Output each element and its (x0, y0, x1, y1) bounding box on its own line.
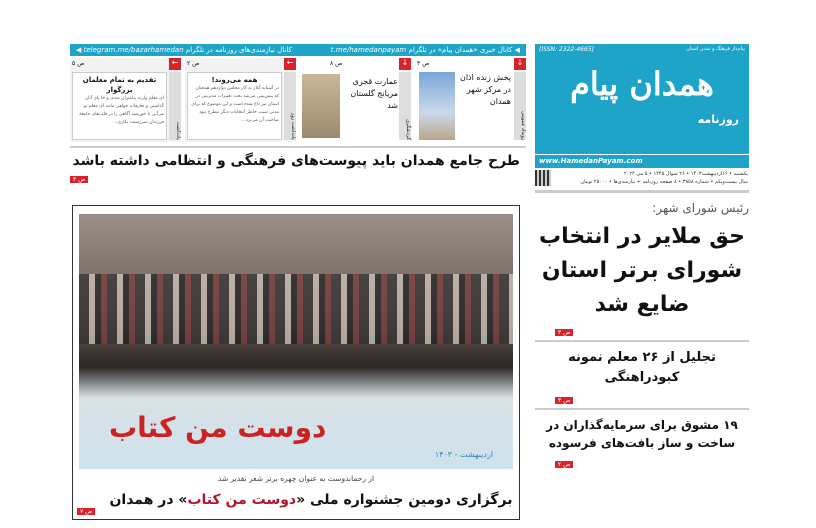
newspaper-logo: همدان پیام (570, 65, 714, 103)
teaser-editorial[interactable] (185, 58, 296, 142)
teaser-row (70, 58, 526, 142)
photo-subhead: از رحماندوست به عنوان چهره برتر شعر تقدیر شد (217, 474, 375, 483)
logo-prefix: روزنامه (697, 113, 739, 126)
teaser-teachers[interactable] (70, 58, 181, 142)
page-ref: ص ۳ (70, 176, 88, 183)
arrow-left-icon: ← (284, 58, 296, 70)
arrow-down-icon: ↓ (514, 58, 526, 70)
teaser-mansion[interactable] (300, 58, 411, 142)
kicker: رئیس شورای شهر: (652, 201, 749, 215)
arrow-left-icon: ← (169, 58, 181, 70)
teaser-title: تقدیم به تمام معلمان بزرگوار (82, 76, 157, 94)
group-of-people (79, 274, 513, 344)
page-ref: ص ۷ (77, 508, 95, 515)
issue-line: سال بیست‌ویکم • شماره ۳۸۵۸ • ۸ صفحه روزنامه + نیازمندی‌ها • ۲۵۰۰۰ تومان (580, 179, 748, 185)
masthead (535, 44, 749, 168)
teaser-adhan[interactable] (415, 58, 526, 142)
section-label: یادداشت (169, 72, 181, 140)
section-label: رویداد عمومی (514, 72, 526, 140)
date-line: یکشنبه • ۱۶اردیبهشت۱۴۰۳ • ۲۶ شوال ۱۴۴۵ • ۵ می ۲۰۲۴ (623, 171, 748, 177)
section-label: یادداشت روز (284, 72, 296, 140)
section-label: گردشگری (399, 72, 411, 140)
photo-story[interactable] (72, 205, 520, 520)
stage-banner-date: اردیبهشت - ۱۴۰۳ (434, 450, 493, 459)
page-ref: ص ۵ (72, 60, 85, 67)
lead-headline[interactable]: حق ملایر در انتخاب شورای برتر استان ضایع شد (539, 224, 745, 317)
page-ref: ص ۳ (555, 397, 573, 404)
page-ref: ص ۲ (187, 60, 200, 67)
teaser-title: عمارت قجری مریانج گلستان شد (350, 77, 398, 110)
teaser-body: ای معلم وارث پیامبران شدی و جا پای آنان گذاشتی و تعارفات خواهی مانند ای معلم تو می‌آیی تا خورشید آگاهی را در قلب‌های جامعه فرزندان سرزمینت بکاری... (79, 96, 164, 125)
telegram-news-channel[interactable]: ◀ کانال خبری «همدان پیام» در تلگرام t.me/hamedanpayam (330, 46, 520, 54)
story-investors[interactable]: ۱۹ مشوق برای سرمایه‌گذاران در ساخت و ساز بافت‌های فرسوده (546, 418, 738, 450)
right-column (535, 200, 749, 528)
story-teachers[interactable]: تجلیل از ۲۶ معلم نمونه کبودراهنگی (568, 350, 716, 385)
ceremony-photo (79, 214, 513, 469)
teaser-title: پخش زنده اذان در مرکز شهر همدان (459, 73, 511, 106)
page-ref: ص ۲ (555, 461, 573, 468)
telegram-ads-channel[interactable]: کانال نیازمندی‌های روزنامه در تلگرام telegram.me/bazarhamedan ◀ (76, 46, 292, 54)
qr-code (535, 170, 551, 186)
page-ref: ص ۴ (417, 60, 430, 67)
photo-headline: برگزاری دومین جشنواره ملی «دوست من کتاب» در همدان (109, 492, 513, 508)
page-ref: ص ۸ (330, 60, 343, 67)
issn: [ISSN: 2322-4665] (539, 46, 594, 53)
telegram-bar (70, 44, 526, 56)
banner-headline: طرح جامع همدان باید پیوست‌های فرهنگی و انتظامی داشته باشد (72, 153, 520, 169)
mansion-photo (302, 74, 340, 138)
website[interactable]: www.HamedanPayam.com (535, 154, 749, 168)
teaser-body: در آستانه آغاز به کار مجلس دوازدهم همچنان که پیش‌بینی می‌شد بحث تغییرات مدیریتی در استان نیز داغ شده است و این موضوع که برای مدتی سبب خاطر انتخابات دیگر مطرح نبود صاحبت آن می‌برد... (191, 86, 279, 123)
tagline: پیام‌دار فرهنگ و تمدن استان (686, 46, 745, 52)
teaser-title: همه می‌روند! (211, 76, 258, 84)
divider (535, 190, 749, 193)
mosque-photo (419, 72, 455, 140)
page-ref: ص ۳ (555, 329, 573, 336)
banner-story[interactable] (70, 146, 526, 186)
stage-banner-text: دوست من کتاب (109, 411, 327, 444)
arrow-down-icon: ↓ (399, 58, 411, 70)
